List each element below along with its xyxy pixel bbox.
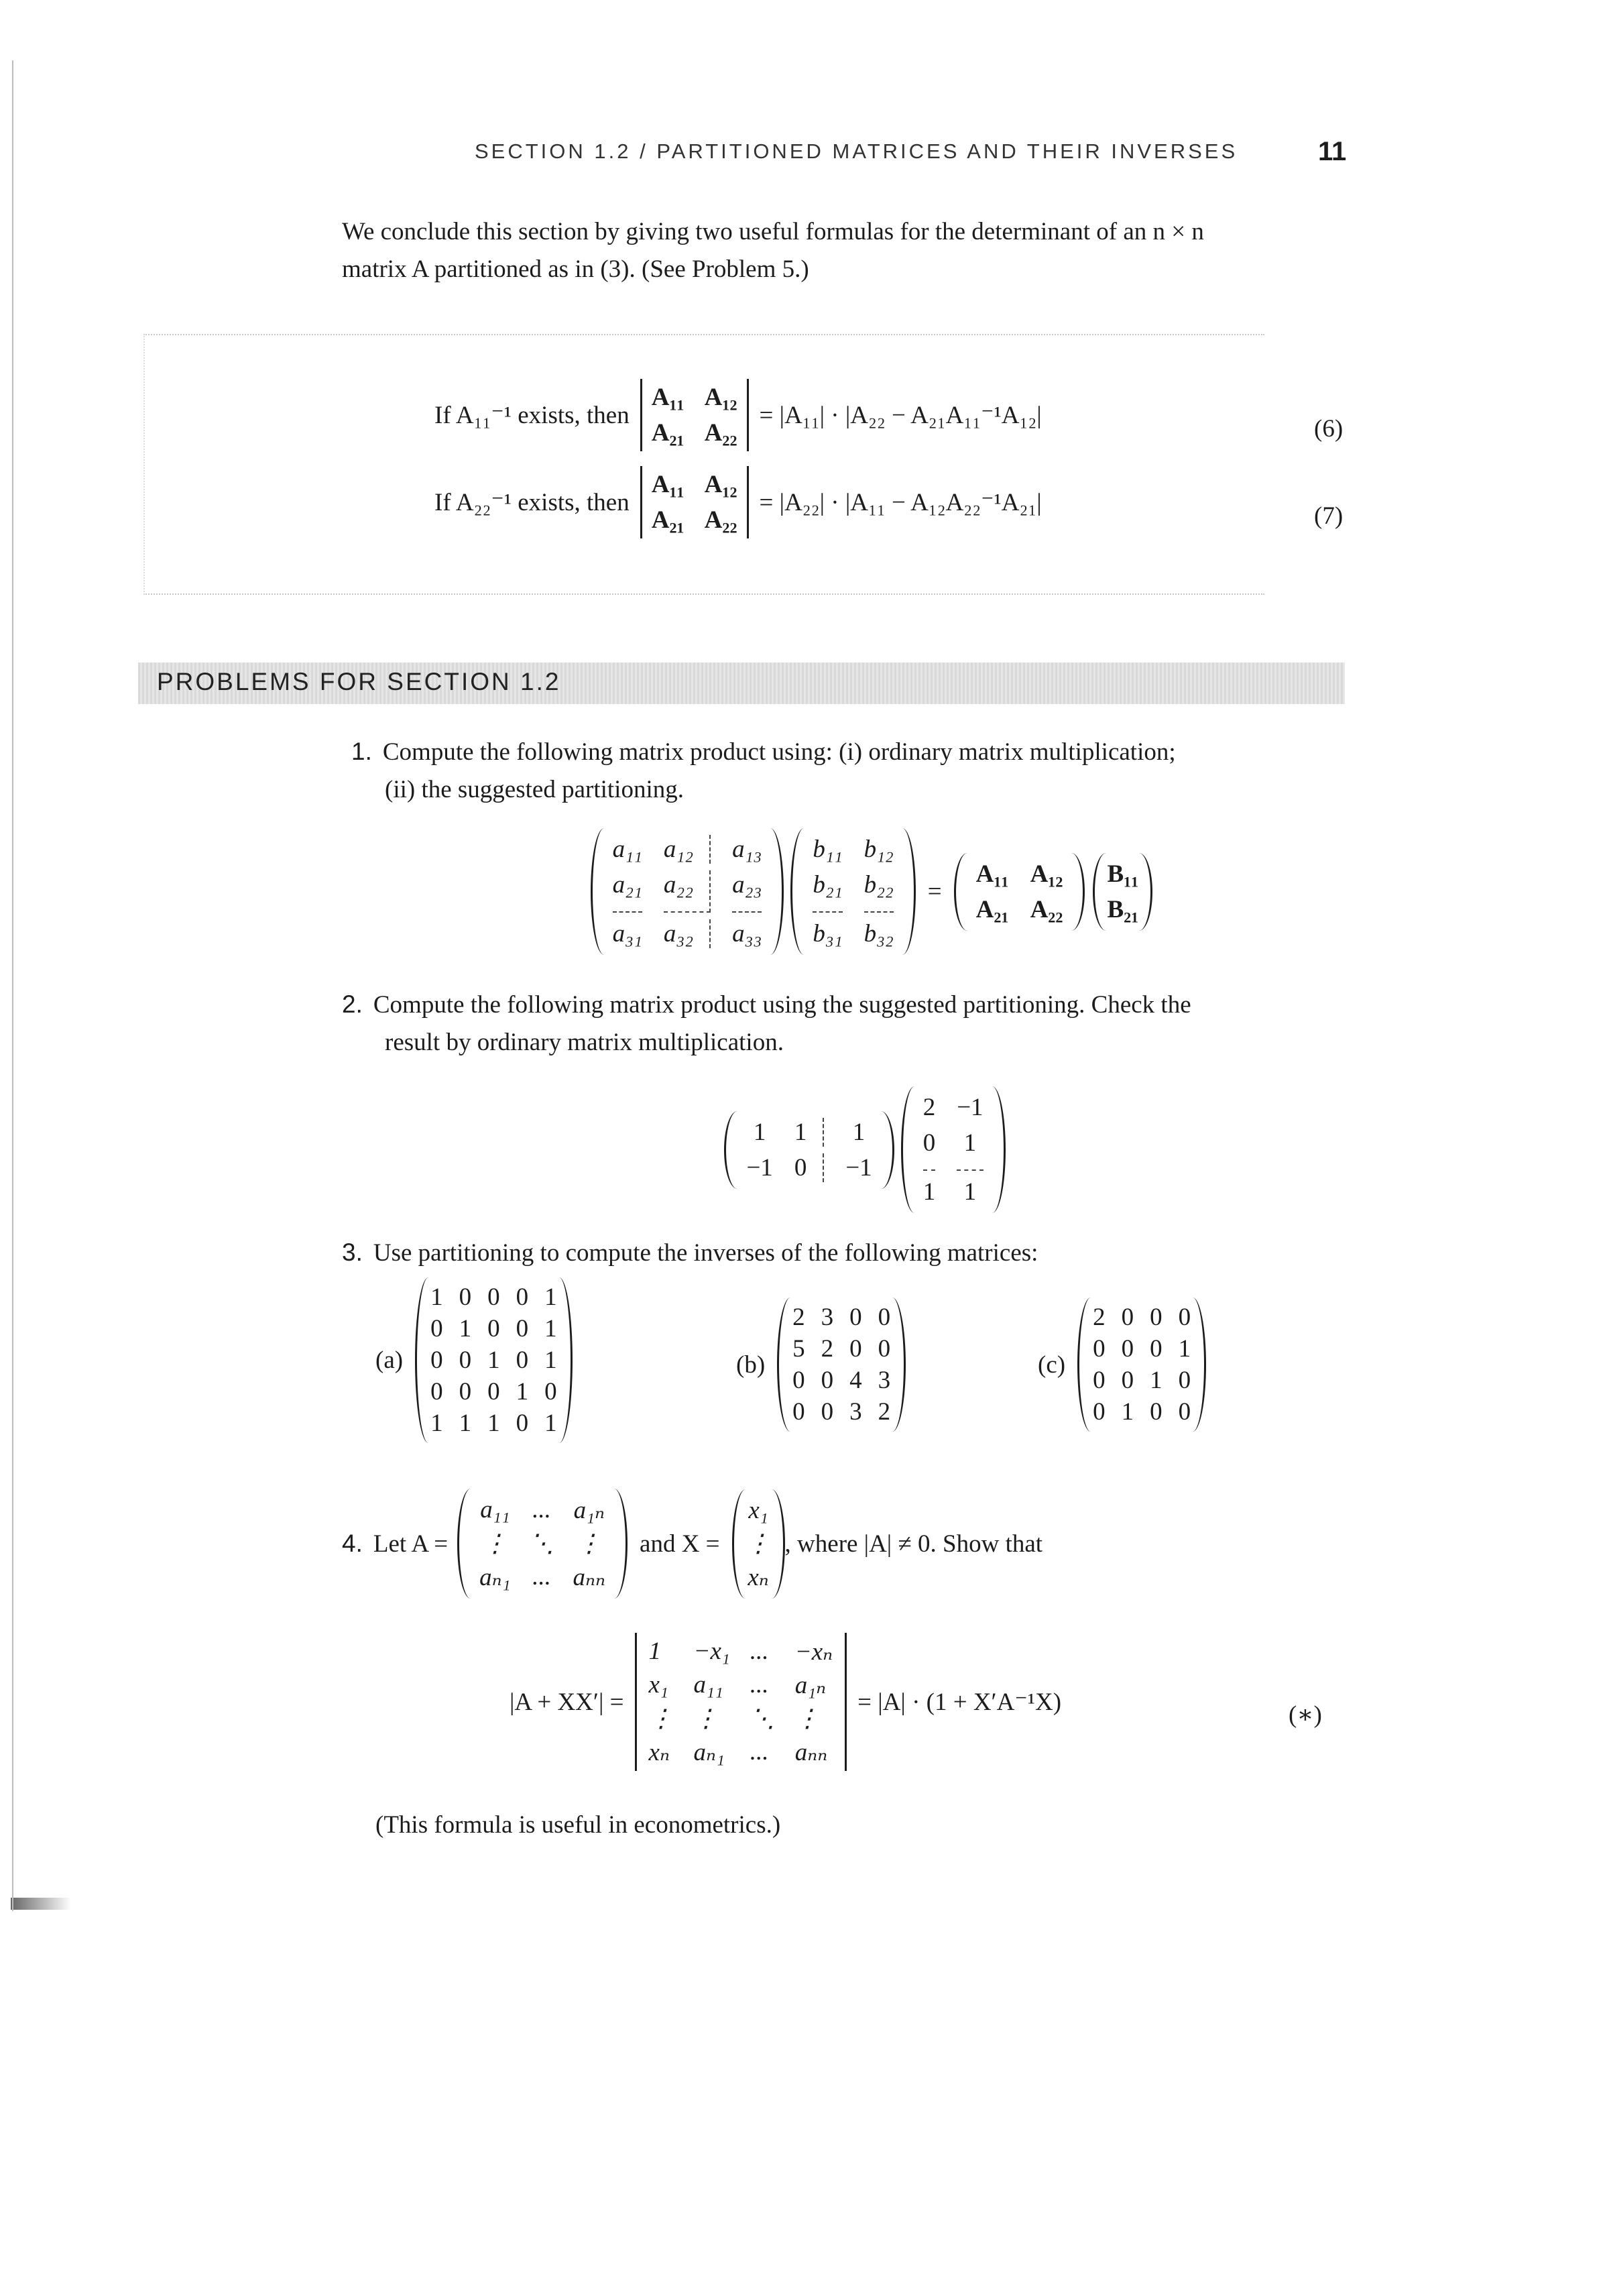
matrix-cell: 1 xyxy=(459,1315,472,1342)
matrix-cell: ⋮ xyxy=(794,1705,820,1733)
matrix-cell: 1 xyxy=(487,1346,500,1374)
matrix-cell: a₁₁ xyxy=(612,836,642,863)
problem-1-line-2: (ii) the suggested partitioning. xyxy=(385,776,684,803)
matrix-cell: xₙ xyxy=(648,1739,670,1766)
matrix-b-3x2 xyxy=(790,828,915,955)
matrix-cell: A₁₁ xyxy=(975,860,1009,888)
matrix-cell: 0 xyxy=(1121,1304,1134,1331)
matrix-cell: 0 xyxy=(1121,1367,1134,1394)
matrix-cell: −1 xyxy=(845,1153,872,1182)
matrix-cell: 0 xyxy=(794,1153,825,1182)
matrix-cell: 4 xyxy=(849,1367,862,1394)
matrix-cell: 0 xyxy=(459,1346,472,1374)
matrix-cell: a₁₂ xyxy=(664,835,711,864)
matrix-cell: x₁ xyxy=(648,1671,668,1699)
formula-6 xyxy=(434,379,1042,451)
label-c: (c) xyxy=(1038,1351,1066,1379)
problem-3-b xyxy=(724,1298,906,1432)
matrix-cell: 0 xyxy=(849,1335,862,1363)
matrix-cell: 1 xyxy=(648,1638,662,1665)
intro-paragraph xyxy=(342,213,1361,288)
matrix-cell: b₂₁ xyxy=(813,870,842,913)
det-cell: A₂₂ xyxy=(704,419,737,447)
matrix-cell: 1 xyxy=(852,1118,866,1146)
problem-3-line: Use partitioning to compute the inverses of the following matrices: xyxy=(373,1239,1038,1267)
vector-x xyxy=(732,1489,785,1599)
formula-7-determinant xyxy=(640,466,749,538)
label-b: (b) xyxy=(736,1351,766,1379)
formula-7-condition: If A₂₂⁻¹ exists, then xyxy=(434,489,630,516)
matrix-cell: 1 xyxy=(487,1410,500,1437)
matrix-cell: a₂₁ xyxy=(613,870,642,913)
problem-1-number: 1. xyxy=(351,738,372,765)
problem-1-line-1: Compute the following matrix product using: (i) ordinary matrix multiplication; xyxy=(382,738,1176,766)
page-number: 11 xyxy=(1318,137,1347,166)
bordered-determinant xyxy=(635,1633,847,1771)
matrix-cell: 2 xyxy=(792,1304,805,1331)
matrix-cell: 0 xyxy=(1150,1398,1163,1426)
matrix-cell: 0 xyxy=(1121,1335,1134,1363)
problem-2-equation xyxy=(664,1086,1066,1213)
matrix-3c xyxy=(1077,1298,1206,1432)
matrix-cell: −1 xyxy=(957,1094,984,1121)
matrix-a-3x3 xyxy=(591,828,784,955)
det-cell: A₂₁ xyxy=(651,506,684,534)
matrix-cell: 0 xyxy=(1178,1367,1191,1394)
equation-number-6: (6) xyxy=(1314,415,1344,443)
equation-number-7: (7) xyxy=(1314,502,1344,530)
matrix-cell: 2 xyxy=(922,1094,936,1121)
matrix-cell: 1 xyxy=(544,1315,557,1342)
matrix-cell: 1 xyxy=(963,1178,977,1206)
matrix-cell: ⋮ xyxy=(482,1530,508,1558)
matrix-cell: a₁₃ xyxy=(732,836,762,863)
det-cell: A₁₂ xyxy=(704,471,737,498)
matrix-cell: 1 xyxy=(430,1410,443,1437)
problems-heading-bar xyxy=(138,663,1345,704)
matrix-cell: 0 xyxy=(459,1378,472,1405)
running-header: SECTION 1.2 / PARTITIONED MATRICES AND THEIR INVERSES xyxy=(475,139,1238,163)
matrix-cell: 0 xyxy=(1178,1398,1191,1426)
matrix-cell: a₁ₙ xyxy=(794,1672,827,1699)
formula-box xyxy=(143,334,1264,595)
problem-3-text xyxy=(342,1234,1361,1272)
matrix-cell: 0 xyxy=(1093,1367,1106,1394)
matrix-cell: 0 xyxy=(430,1346,443,1374)
formula-6-condition: If A₁₁⁻¹ exists, then xyxy=(434,402,630,429)
det-cell: A₁₁ xyxy=(651,471,684,498)
problem-2-line-2: result by ordinary matrix multiplication. xyxy=(385,1029,784,1056)
matrix-cell: B₂₁ xyxy=(1107,895,1139,923)
matrix-cell: 0 xyxy=(430,1315,443,1342)
matrix-cell: 1 xyxy=(957,1129,983,1171)
matrix-cell: b₂₂ xyxy=(864,870,894,913)
matrix-cell: a₁₁ xyxy=(693,1671,723,1699)
matrix-cell: ... xyxy=(532,1563,551,1591)
problem-3-number: 3. xyxy=(342,1239,363,1266)
matrix-cell: 1 xyxy=(1150,1367,1163,1394)
matrix-cell: ⋱ xyxy=(529,1530,554,1558)
matrix-cell: aₙₙ xyxy=(794,1739,828,1766)
matrix-2x3 xyxy=(724,1111,894,1189)
matrix-cell: ⋱ xyxy=(750,1705,775,1733)
block-matrix-a xyxy=(954,853,1085,931)
det-cell: A₂₂ xyxy=(704,506,737,534)
matrix-a-general xyxy=(457,1489,628,1599)
problem-3-c xyxy=(1026,1298,1206,1432)
matrix-cell: a₃₃ xyxy=(732,920,762,948)
and-x: and X = xyxy=(640,1530,720,1558)
problem-1-text xyxy=(351,733,1350,809)
matrix-cell: 1 xyxy=(1178,1335,1191,1363)
matrix-cell: 1 xyxy=(544,1346,557,1374)
matrix-cell: 0 xyxy=(1093,1398,1106,1426)
matrix-cell: A₂₁ xyxy=(975,895,1009,923)
matrix-cell: 2 xyxy=(878,1398,891,1426)
matrix-cell: 1 xyxy=(459,1410,472,1437)
rhs-formula: = |A| · (1 + X′A⁻¹X) xyxy=(857,1688,1062,1716)
matrix-cell: 2 xyxy=(821,1335,834,1363)
matrix-cell: 1 xyxy=(430,1283,443,1311)
matrix-cell: 5 xyxy=(792,1335,805,1363)
matrix-cell: 0 xyxy=(459,1283,472,1311)
matrix-cell: 0 xyxy=(1178,1304,1191,1331)
matrix-cell: b₁₁ xyxy=(813,836,843,863)
matrix-cell: b₁₂ xyxy=(863,836,894,863)
problem-4-note: (This formula is useful in econometrics.) xyxy=(375,1811,781,1839)
matrix-cell: a₃₁ xyxy=(612,920,642,948)
lhs-det: |A + XX′| = xyxy=(510,1688,624,1716)
matrix-cell: ⋮ xyxy=(693,1705,719,1733)
matrix-cell: xₙ xyxy=(748,1563,769,1591)
matrix-cell: 0 xyxy=(821,1398,834,1426)
problem-4-equation xyxy=(510,1633,1061,1771)
det-cell: A₂₁ xyxy=(651,419,684,447)
matrix-cell: 0 xyxy=(487,1315,500,1342)
matrix-cell: aₙₙ xyxy=(573,1564,606,1591)
matrix-cell: aₙ₁ xyxy=(693,1739,725,1766)
matrix-cell: a₂₃ xyxy=(732,870,762,913)
matrix-cell: 0 xyxy=(878,1304,891,1331)
formula-7 xyxy=(434,466,1042,538)
matrix-cell: A₁₂ xyxy=(1030,860,1063,888)
matrix-3a xyxy=(415,1277,573,1443)
block-matrix-b xyxy=(1093,853,1152,931)
equation-label-star: (∗) xyxy=(1289,1701,1322,1729)
matrix-cell: 1 xyxy=(753,1118,766,1146)
matrix-cell: −x₁ xyxy=(693,1638,730,1665)
intro-line-2: matrix A partitioned as in (3). (See Problem 5.) xyxy=(342,255,809,283)
matrix-cell: a₁₁ xyxy=(480,1496,510,1524)
matrix-cell: 0 xyxy=(1093,1335,1106,1363)
intro-line-1: We conclude this section by giving two useful formulas for the determinant of an n × n xyxy=(342,218,1204,245)
matrix-cell: 3 xyxy=(878,1367,891,1394)
problems-heading: PROBLEMS FOR SECTION 1.2 xyxy=(157,668,561,695)
matrix-cell: 3 xyxy=(849,1398,862,1426)
matrix-cell: 0 xyxy=(544,1378,557,1405)
matrix-cell: 0 xyxy=(849,1304,862,1331)
matrix-cell: 0 xyxy=(821,1367,834,1394)
matrix-cell: 1 xyxy=(922,1178,936,1206)
formula-7-rhs: = |A₂₂| · |A₁₁ − A₁₂A₂₂⁻¹A₂₁| xyxy=(759,489,1042,516)
matrix-cell: a₂₂ xyxy=(664,870,711,913)
problem-4-statement xyxy=(342,1489,1042,1599)
problem-2-number: 2. xyxy=(342,990,363,1018)
matrix-cell: 1 xyxy=(544,1410,557,1437)
matrix-cell: b₃₂ xyxy=(863,920,894,948)
matrix-cell: −1 xyxy=(746,1153,773,1182)
matrix-3b xyxy=(777,1298,906,1432)
matrix-cell: 1 xyxy=(794,1118,825,1147)
matrix-cell: a₃₂ xyxy=(664,919,711,948)
matrix-cell: −xₙ xyxy=(794,1638,833,1666)
matrix-cell: ⋮ xyxy=(577,1530,602,1558)
matrix-cell: 0 xyxy=(487,1283,500,1311)
problem-1-equation xyxy=(516,828,1227,955)
problem-2-text xyxy=(342,986,1348,1061)
matrix-cell: B₁₁ xyxy=(1107,860,1139,888)
matrix-cell: A₂₂ xyxy=(1030,895,1063,923)
matrix-3x2 xyxy=(901,1086,1006,1213)
matrix-cell: x₁ xyxy=(748,1496,768,1524)
formula-6-rhs: = |A₁₁| · |A₂₂ − A₂₁A₁₁⁻¹A₁₂| xyxy=(759,402,1042,429)
problem-4-where: , where |A| ≠ 0. Show that xyxy=(784,1530,1043,1558)
matrix-cell: b₃₁ xyxy=(813,920,843,948)
equals-sign: = xyxy=(927,878,942,905)
matrix-cell: 1 xyxy=(1121,1398,1134,1426)
matrix-cell: 0 xyxy=(792,1398,805,1426)
matrix-cell: 3 xyxy=(821,1304,834,1331)
formula-6-determinant xyxy=(640,379,749,451)
matrix-cell: ⋮ xyxy=(746,1530,771,1558)
det-cell: A₁₂ xyxy=(704,384,737,411)
matrix-cell: ... xyxy=(750,1671,769,1699)
matrix-cell: ... xyxy=(532,1496,551,1524)
matrix-cell: ... xyxy=(750,1738,769,1766)
matrix-cell: 1 xyxy=(516,1378,529,1405)
matrix-cell: 0 xyxy=(878,1335,891,1363)
problem-2-line-1: Compute the following matrix product using the suggested partitioning. Check the xyxy=(373,991,1191,1019)
matrix-cell: 0 xyxy=(516,1315,529,1342)
problem-3-a xyxy=(375,1277,573,1443)
matrix-cell: ⋮ xyxy=(648,1705,674,1733)
matrix-cell: 0 xyxy=(516,1283,529,1311)
label-a: (a) xyxy=(375,1346,404,1374)
scan-artifact xyxy=(11,1898,71,1910)
det-cell: A₁₁ xyxy=(651,384,684,411)
matrix-cell: 0 xyxy=(487,1378,500,1405)
matrix-cell: 1 xyxy=(544,1283,557,1311)
problem-4-number: 4. xyxy=(342,1530,363,1557)
matrix-cell: aₙ₁ xyxy=(479,1564,511,1591)
matrix-cell: 0 xyxy=(516,1346,529,1374)
matrix-cell: a₁ₙ xyxy=(573,1497,605,1524)
matrix-cell: ... xyxy=(750,1638,769,1665)
matrix-cell: 2 xyxy=(1093,1304,1106,1331)
problem-4-let: Let A = xyxy=(373,1530,449,1558)
matrix-cell: 0 xyxy=(923,1129,936,1171)
matrix-cell: 0 xyxy=(516,1410,529,1437)
page-edge-line xyxy=(12,60,13,1911)
matrix-cell: 0 xyxy=(430,1378,443,1405)
matrix-cell: 0 xyxy=(792,1367,805,1394)
matrix-cell: 0 xyxy=(1150,1304,1163,1331)
matrix-cell: 0 xyxy=(1150,1335,1163,1363)
